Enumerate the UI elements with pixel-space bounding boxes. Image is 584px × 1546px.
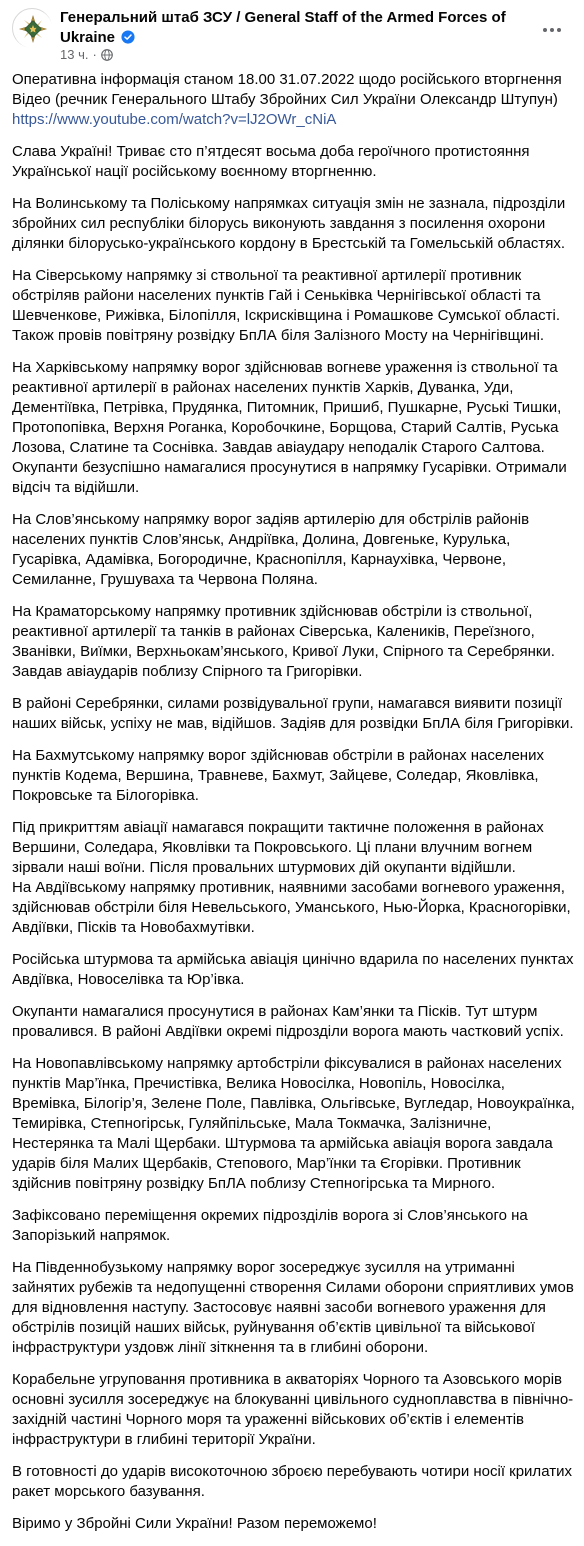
more-options-button[interactable] xyxy=(534,12,570,48)
post-paragraph: На Бахмутському напрямку ворог здійснював обстріли в районах населених пунктів Кодема, Вершина, Травневе, Бахмут, Зайцеве, Соледар, Яковлівка, Покровське та Білогорівка. xyxy=(12,747,544,804)
post-paragraph: Слава Україні! Триває сто п’ятдесят восьма доба героїчного протистояння Української нації російському воєнному вторгненню. xyxy=(12,143,530,180)
post-title-line: Оперативна інформація станом 18.00 31.07.2022 щодо російського вторгнення Відео (речник Генерального Штабу Збройних Сил України Олександр Штупун) xyxy=(12,71,562,108)
post-paragraph: Віримо у Збройні Сили України! Разом переможемо! xyxy=(12,1515,377,1532)
post-body xyxy=(12,70,576,1546)
youtube-video-link[interactable]: https://www.youtube.com/watch?v=lJ2OWr_cNiA xyxy=(12,111,337,128)
post-paragraph: Російська штурмова та армійська авіація цинічно вдарила по населених пунктах Авдіївка, Новоселівка та Юр’івка. xyxy=(12,951,574,988)
post-paragraph: На Краматорському напрямку противник здійснював обстріли із ствольної, реактивної артилерії та танків в районах Сіверська, Калеників, Переїзного, Званівки, Виїмки, Верхньокам’янського, Кривої Луки, Спірного та Серебрянки. Завдав авіаударів поблизу Спірного та Григорівки. xyxy=(12,603,555,680)
post-paragraph: На Харківському напрямку ворог здійснював вогневе ураження із ствольної та реактивної артилерії в районах населених пунктів Харків, Дуванка, Уди, Дементіївка, Петрівка, Прудянка, Питомник, Пришиб, Пушкарне, Руські Тишки, Протопопівка, Верхня Роганка, Коробочкине, Борщова, Старий Салтів, Руська Лозова, Слатине та Соснівка. Завдав авіаудару неподалік Старого Салтова. Окупанти безуспішно намагалися просунутися в напрямку Гусарівки. Отримали відсіч та відійшли. xyxy=(12,359,567,496)
general-staff-emblem-icon xyxy=(13,9,53,49)
post-paragraph: Окупанти намагалися просунутися в районах Кам’янки та Пісків. Тут штурм провалився. В районі Авдіївки окремі підрозділи ворога мають частковий успіх. xyxy=(12,1003,564,1040)
page-name-text[interactable]: Генеральний штаб ЗСУ / General Staff of the Armed Forces of Ukraine xyxy=(60,9,506,46)
post-paragraph: Зафіксовано переміщення окремих підрозділів ворога зі Слов’янського на Запорізький напрямок. xyxy=(12,1207,528,1244)
post-paragraph: На Південнобузькому напрямку ворог зосереджує зусилля на утриманні зайнятих рубежів та недопущенні створення Силами оборони сприятливих умов для відновлення наступу. Застосовує наявні засоби вогневого ураження для обстрілів позицій наших військ, руйнування об’єктів цивільної та військової інфраструктури уздовж лінії зіткнення та в глибині оборони. xyxy=(12,1259,574,1356)
post-timestamp[interactable]: 13 ч. xyxy=(60,47,89,62)
page-avatar[interactable] xyxy=(12,8,52,48)
post-paragraph: На Волинському та Поліському напрямках ситуація змін не зазнала, підрозділи збройних сил республіки білорусь виконують завдання з посилення охорони ділянки білорусько-українського кордону в Брестській та Гомельській областях. xyxy=(12,195,566,252)
more-options-icon-dot xyxy=(543,28,547,32)
post-paragraph: В готовності до ударів високоточною зброєю перебувають чотири носії крилатих ракет морського базування. xyxy=(12,1463,572,1500)
post-paragraph: В районі Серебрянки, силами розвідувальної групи, намагався виявити позиції наших військ, успіху не мав, відійшов. Задіяв для розвідки БпЛА біля Григорівки. xyxy=(12,695,574,732)
page-name[interactable] xyxy=(60,8,520,48)
post-intro-paragraph xyxy=(12,70,576,130)
globe-icon[interactable] xyxy=(101,49,113,61)
more-options-icon-dot xyxy=(550,28,554,32)
meta-separator: · xyxy=(92,47,97,62)
post-paragraph: На Новопавлівському напрямку артобстріли фіксувалися в районах населених пунктів Мар’їнка, Пречистівка, Велика Новосілка, Новопіль, Новосілка, Времівка, Білогір’я, Зелене Поле, Павлівка, Ольгівське, Вугледар, Новоукраїнка, Темирівка, Степногірськ, Гуляйпільське, Мала Токмачка, Залізничне, Нестерянка та Малі Щербаки. Штурмова та армійська авіація ворога завдала ударів біля Малих Щербаків, Степового, Мар’їнки та Єгорівки. Противник здійснив повітряну розвідку БпЛА поблизу Степногірська та Мирного. xyxy=(12,1055,575,1192)
post-paragraph: На Сіверському напрямку зі ствольної та реактивної артилерії противник обстріляв райони населених пунктів Гай і Сеньківка Чернігівської області та Шевченкове, Рижівка, Білопілля, Іскрисківщина і Ромашкове Сумської області. Також провів повітряну розвідку БпЛА біля Залізного Мосту на Чернігівщині. xyxy=(12,267,561,344)
post-header xyxy=(0,0,584,70)
post-paragraph: На Слов’янському напрямку ворог задіяв артилерію для обстрілів районів населених пунктів Слов’янськ, Андріївка, Долина, Довгеньке, Курулька, Гусарівка, Адамівка, Богородичне, Краснопілля, Карнаухівка, Червоне, Семиланне, Грушуваха та Червона Поляна. xyxy=(12,511,530,588)
post-paragraph: Корабельне угруповання противника в акваторіях Чорного та Азовського морів основні зусилля зосереджує на блокуванні цивільного судноплавства в північно-західній частині Чорного моря та ураженні військових об’єктів і елементів інфраструктури в глибині території України. xyxy=(12,1371,574,1448)
post-paragraph: Під прикриттям авіації намагався покращити тактичне положення в районах Вершини, Соледара, Яковлівки та Покровського. Ці плани влучним вогнем зірвали наші воїни. Після провальних штурмових дій окупанти відійшли. На Авдіївському напрямку противник, наявними засобами вогневого ураження, здійснював обстріли біля Невельського, Уманського, Нью-Йорка, Красногорівки, Авдіївки, Пісків та Новобахмутівки. xyxy=(12,819,571,936)
verified-badge-icon xyxy=(121,30,135,44)
post-meta xyxy=(60,47,113,63)
more-options-icon-dot xyxy=(557,28,561,32)
